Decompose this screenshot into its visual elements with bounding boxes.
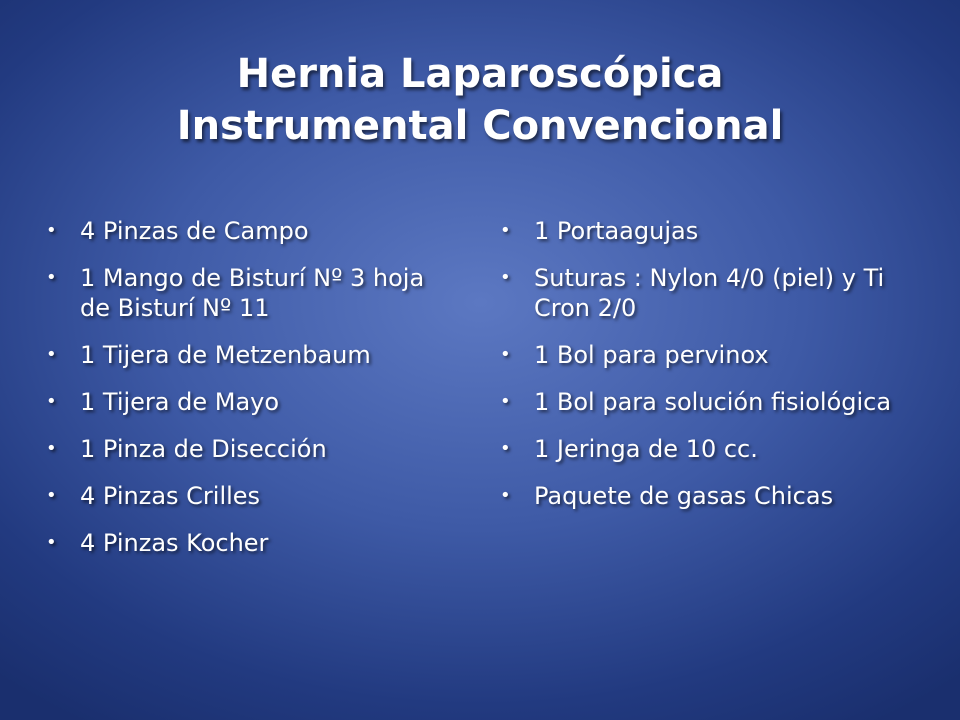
list-item bbox=[500, 387, 940, 417]
list-item-text: Paquete de gasas Chicas bbox=[534, 482, 834, 510]
right-bullet-list bbox=[500, 216, 940, 528]
list-item bbox=[500, 340, 940, 370]
list-item-text: 1 Tijera de Metzenbaum bbox=[80, 341, 371, 369]
list-item-text: 1 Jeringa de 10 cc. bbox=[534, 435, 758, 463]
list-item-text: 1 Portaagujas bbox=[534, 217, 699, 245]
list-item bbox=[46, 387, 456, 417]
left-bullet-list bbox=[46, 216, 456, 575]
bullet-icon: • bbox=[46, 485, 57, 506]
list-item-text: 4 Pinzas Crilles bbox=[80, 482, 261, 510]
list-item-text: 1 Tijera de Mayo bbox=[80, 388, 280, 416]
list-item-text: 1 Bol para solución fisiológica bbox=[534, 388, 892, 416]
bullet-icon: • bbox=[46, 391, 57, 412]
list-item bbox=[500, 434, 940, 464]
list-item-text: Suturas : Nylon 4/0 (piel) y Ti Cron 2/0 bbox=[534, 264, 885, 322]
list-item-text: 1 Mango de Bisturí Nº 3 hoja de Bisturí Nº 11 bbox=[80, 264, 425, 322]
list-item bbox=[46, 263, 456, 323]
bullet-icon: • bbox=[500, 485, 511, 506]
slide-title bbox=[40, 48, 920, 152]
list-item-text: 4 Pinzas Kocher bbox=[80, 529, 269, 557]
list-item bbox=[46, 434, 456, 464]
bullet-icon: • bbox=[500, 391, 511, 412]
list-item-text: 4 Pinzas de Campo bbox=[80, 217, 309, 245]
list-item bbox=[46, 481, 456, 511]
bullet-icon: • bbox=[500, 344, 511, 365]
list-item bbox=[46, 340, 456, 370]
bullet-icon: • bbox=[500, 267, 511, 288]
list-item bbox=[500, 216, 940, 246]
list-item bbox=[46, 528, 456, 558]
title-line-1: Hernia Laparoscópica bbox=[236, 51, 724, 97]
bullet-icon: • bbox=[46, 267, 57, 288]
title-line-2: Instrumental Convencional bbox=[176, 103, 784, 149]
list-item-text: 1 Bol para pervinox bbox=[534, 341, 769, 369]
list-item bbox=[500, 481, 940, 511]
bullet-icon: • bbox=[500, 438, 511, 459]
list-item bbox=[500, 263, 940, 323]
bullet-icon: • bbox=[46, 438, 57, 459]
bullet-icon: • bbox=[46, 532, 57, 553]
bullet-icon: • bbox=[46, 220, 57, 241]
list-item bbox=[46, 216, 456, 246]
bullet-icon: • bbox=[46, 344, 57, 365]
bullet-icon: • bbox=[500, 220, 511, 241]
list-item-text: 1 Pinza de Disección bbox=[80, 435, 327, 463]
